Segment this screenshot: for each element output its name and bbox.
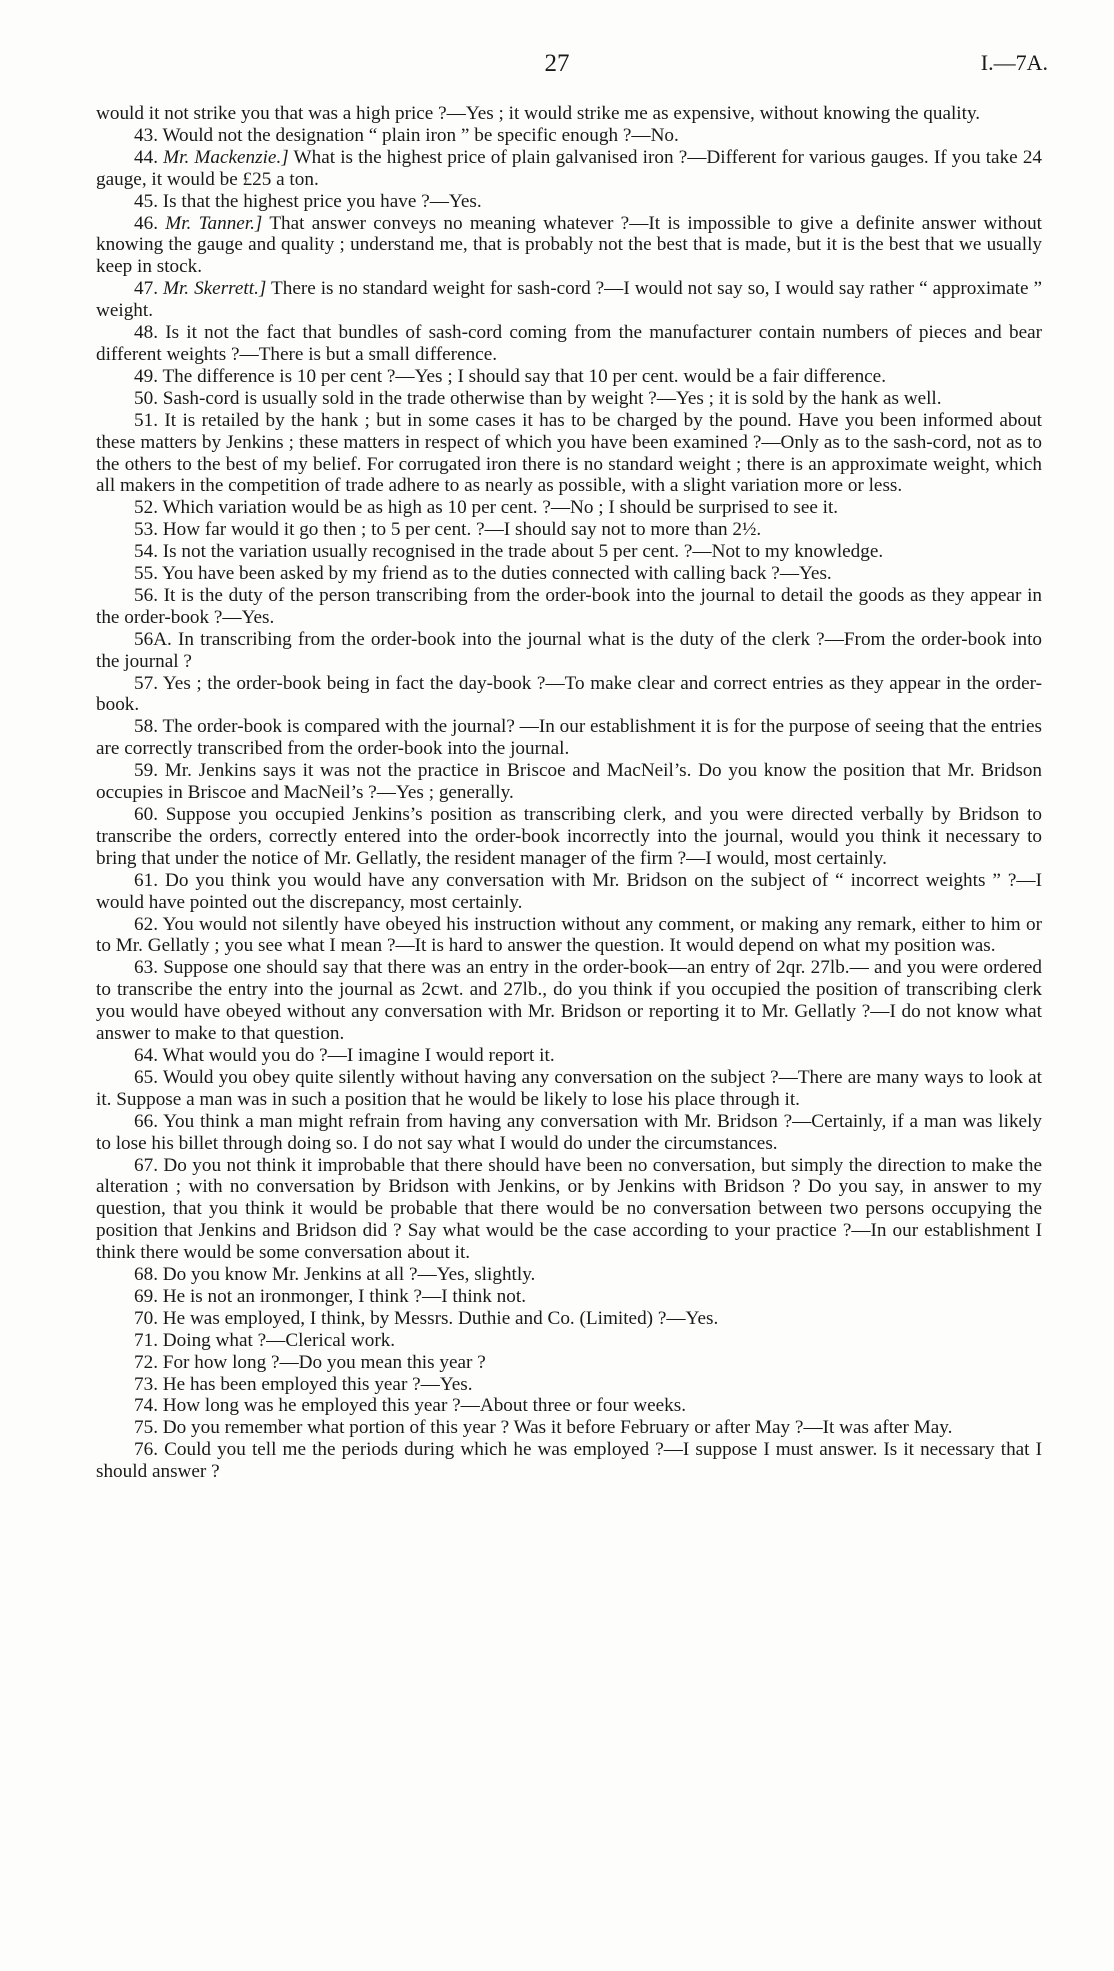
paragraph-text: You have been asked by my friend as to the duties connected with calling back ?—Yes. [162,563,832,585]
question-number: 61. [134,869,158,891]
paragraph-text: Mr. Jenkins says it was not the practice in Briscoe and MacNeil’s. Do you know the position that Mr. Bridson occupies in Briscoe and MacNeil’s ?—Yes ; generally. [96,760,1042,804]
paragraph [96,541,1042,563]
paragraph [96,213,1042,279]
paragraph-text: Could you tell me the periods during which he was employed ?—I suppose I must answer. Is it necessary that I should answer ? [96,1439,1042,1483]
question-number: 44. [134,146,158,168]
paragraph-text: Do you know Mr. Jenkins at all ?—Yes, slightly. [162,1264,536,1286]
paragraph-text: What would you do ?—I imagine I would report it. [162,1044,555,1066]
question-number: 45. [134,190,158,212]
question-number: 60. [134,804,158,825]
paragraph [96,1308,1042,1330]
paragraph-text: would it not strike you that was a high price ?—Yes ; it would strike me as expensive, without knowing the quality. [96,103,981,124]
question-number: 75. [134,1417,158,1439]
question-number: 67. [134,1154,158,1176]
paragraph [96,388,1042,410]
paragraph [96,1395,1042,1417]
question-number: 56A. [134,628,172,650]
paragraph-text: Is it not the fact that bundles of sash-cord coming from the manufacturer contain numbers of pieces and bear different weights ?—There is but a small difference. [96,322,1043,365]
question-number: 71. [134,1329,158,1351]
paragraph [96,125,1042,147]
paragraph [96,147,1042,191]
paragraph-text: It is retailed by the hank ; but in some cases it has to be charged by the pound. Have you been informed about these matters by Jenkins ; these matters in respect of which you have been examined ?—Only as to the sash-cord, not as to the others to the best of my belief. For corrugated iron there is no standard weight ; there is an approximate weight, which all makers in the competition of trade adhere to as nearly as possible, with a slight variation more or less. [96,409,1043,497]
paragraph [96,278,1042,322]
paragraph [96,1067,1042,1111]
paragraph [96,322,1042,366]
paragraph [96,1155,1042,1265]
paragraph-text: The order-book is compared with the journal? —In our establishment it is for the purpose of seeing that the entries are correctly transcribed from the order-book into the journal. [96,716,1042,760]
paragraph [96,1045,1042,1067]
paragraph [96,585,1042,629]
question-number: 43. [134,124,158,146]
question-number: 48. [134,322,158,344]
question-number: 53. [134,519,158,541]
paragraph [96,191,1042,213]
paragraph [96,1111,1042,1155]
page-reference: I.—7A. [980,50,1048,75]
paragraph-text: What is the highest price of plain galvanised iron ?—Different for various gauges. If you take 24 gauge, it would be £25 a ton. [96,146,1043,190]
paragraph [96,760,1042,804]
paragraph-text: Would not the designation “ plain iron ” be specific enough ?—No. [162,124,679,146]
body-text [96,103,1042,1483]
paragraph [96,1374,1042,1396]
paragraph [96,914,1042,958]
paragraph-text: Do you not think it improbable that there should have been no conversation, but simply the direction to make the alteration ; with no conversation by Bridson with Jenkins, or by Jenkins with Bridson ? Do you say, in answer to my question, that you think it would be probable that there would be no conversation between two persons occupying the position that Jenkins and Bridson did ? Say what would be the case according to your practice ?—In our establishment I think there would be some conversation about it. [96,1154,1042,1264]
paragraph-text: How long was he employed this year ?—About three or four weeks. [162,1395,687,1417]
question-number: 49. [134,365,158,387]
question-number: 54. [134,541,158,563]
question-number: 50. [134,387,158,409]
paragraph [96,1352,1042,1374]
paragraph-text: The difference is 10 per cent ?—Yes ; I should say that 10 per cent. would be a fair difference. [162,365,886,387]
question-number: 58. [134,716,158,738]
paragraph-text: Sash-cord is usually sold in the trade otherwise than by weight ?—Yes ; it is sold by the hank as well. [162,387,942,409]
paragraph-text: You think a man might refrain from having any conversation with Mr. Bridson ?—Certainly, if a man was likely to lose his billet through doing so. I do not say what I would do under the circumstances. [96,1110,1042,1154]
paragraph-text: Suppose you occupied Jenkins’s position as transcribing clerk, and you were directed verbally by Bridson to transcribe the orders, correctly entered into the order-book incorrectly into the journal, would you think it necessary to bring that under the notice of Mr. Gellatly, the resident manager of the firm ?—I would, most certainly. [96,804,1042,869]
question-number: 47. [134,278,158,300]
question-number: 70. [134,1307,158,1329]
paragraph [96,716,1042,760]
question-number: 72. [134,1351,158,1373]
paragraph [96,1439,1042,1483]
question-number: 56. [134,584,158,606]
paragraph [96,1417,1042,1439]
speaker-label: Mr. Skerrett.] [162,278,267,300]
question-number: 76. [134,1439,158,1461]
paragraph [96,870,1042,914]
paragraph-text: Doing what ?—Clerical work. [162,1329,396,1351]
paragraph [96,410,1042,498]
question-number: 66. [134,1110,158,1132]
question-number: 62. [134,913,158,935]
paragraph-text: Is not the variation usually recognised in the trade about 5 per cent. ?—Not to my knowledge. [162,541,884,563]
paragraph-text: Suppose one should say that there was an entry in the order-book—an entry of 2qr. 27lb.— and you were ordered to transcribe the entry into the journal as 2cwt. and 27lb., do you think if you occupied the position of transcribing clerk you would have obeyed without any conversation with Mr. Bridson or reporting it to Mr. Gellatly ?—I do not know what answer to make to that question. [96,957,1042,1045]
paragraph-text: Which variation would be as high as 10 per cent. ?—No ; I should be surprised to see it. [162,497,839,519]
paragraph [96,563,1042,585]
question-number: 59. [134,760,158,782]
question-number: 64. [134,1044,158,1066]
paragraph [96,103,1042,125]
paragraph-text: There is no standard weight for sash-cord ?—I would not say so, I would say rather “ approximate ” weight. [96,278,1043,322]
paragraph-text: For how long ?—Do you mean this year ? [162,1351,486,1373]
paragraph [96,1264,1042,1286]
speaker-label: Mr. Mackenzie.] [163,146,289,168]
paragraph-text: In transcribing from the order-book into the journal what is the duty of the clerk ?—From the order-book into the journal ? [96,628,1043,672]
page-number: 27 [544,50,570,77]
paragraph [96,1286,1042,1308]
paragraph-text: Would you obey quite silently without having any conversation on the subject ?—There are many ways to look at it. Suppose a man was in such a position that he would be likely to lose his place through it. [96,1066,1042,1110]
paragraph-text: It is the duty of the person transcribing from the order-book into the journal to detail the goods as they appear in the order-book ?—Yes. [96,584,1043,628]
paragraph [96,804,1042,870]
paragraph [96,497,1042,519]
paragraph-text: How far would it go then ; to 5 per cent. ?—I should say not to more than 2½. [162,519,762,541]
question-number: 68. [134,1264,158,1286]
paragraph-text: He is not an ironmonger, I think ?—I think not. [162,1285,526,1307]
question-number: 51. [134,409,158,431]
paragraph-text: Is that the highest price you have ?—Yes. [162,190,482,212]
paragraph [96,673,1042,717]
question-number: 57. [134,672,158,694]
speaker-label: Mr. Tanner.] [165,212,263,234]
paragraph-text: He has been employed this year ?—Yes. [162,1373,473,1395]
paragraph-text: You would not silently have obeyed his instruction without any comment, or making any remark, either to him or to Mr. Gellatly ; you see what I mean ?—It is hard to answer the question. It would depend on what my position was. [96,913,1043,957]
paragraph-text: Do you remember what portion of this year ? Was it before February or after May ?—It was after May. [162,1417,953,1439]
question-number: 52. [134,497,158,519]
question-number: 46. [134,212,158,234]
paragraph [96,1330,1042,1352]
question-number: 74. [134,1395,158,1417]
question-number: 63. [134,957,158,979]
paragraph [96,366,1042,388]
paragraph [96,629,1042,673]
question-number: 65. [134,1066,158,1088]
paragraph-text: That answer conveys no meaning whatever ?—It is impossible to give a definite answer without knowing the gauge and quality ; understand me, that is probably not the best that is made, but it is the best that we usually keep in stock. [96,212,1043,278]
paragraph-text: Do you think you would have any conversation with Mr. Bridson on the subject of “ incorrect weights ” ?—I would have pointed out the discrepancy, most certainly. [96,869,1043,913]
paragraph [96,957,1042,1045]
question-number: 73. [134,1373,158,1395]
question-number: 55. [134,563,158,585]
paragraph-text: He was employed, I think, by Messrs. Duthie and Co. (Limited) ?—Yes. [162,1307,719,1329]
question-number: 69. [134,1285,158,1307]
paragraph-text: Yes ; the order-book being in fact the day-book ?—To make clear and correct entries as they appear in the order-book. [96,672,1042,716]
paragraph [96,519,1042,541]
